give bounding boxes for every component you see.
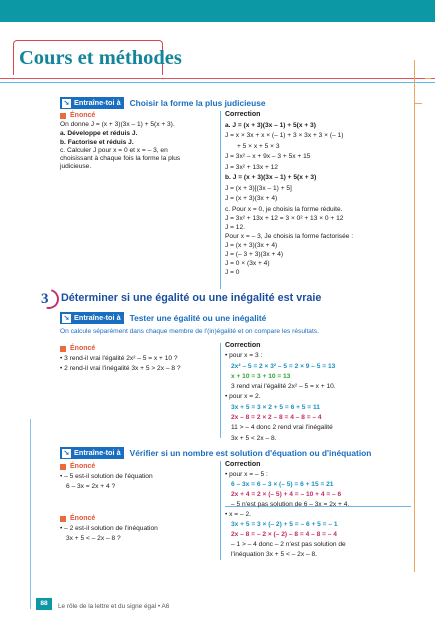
box1-divider bbox=[220, 111, 221, 289]
box2-correction-title: Correction bbox=[225, 342, 261, 349]
box1-enonce-line: choisissant à chaque fois la forme la plus bbox=[60, 155, 181, 162]
box1-label-badge bbox=[60, 97, 124, 109]
page-gutter-line bbox=[30, 419, 31, 609]
box2-correction-line: 3x + 5 < 2x – 8. bbox=[231, 434, 277, 442]
box1-header bbox=[60, 97, 266, 109]
box1-correction-line: Pour x = – 3, Je choisis la forme factorisée : bbox=[225, 232, 354, 240]
box1-correction-line: J = (– 3 + 3)(3x + 4) bbox=[225, 250, 284, 258]
footer-text: Le rôle de la lettre et du signe égal • A6 bbox=[58, 603, 170, 610]
box3-label: Entraîne-toi à bbox=[74, 448, 121, 457]
box3-enonce1-title: Énoncé bbox=[70, 463, 96, 470]
box2-header bbox=[60, 312, 266, 324]
box2-title: Tester une égalité ou une inégalité bbox=[129, 313, 267, 323]
page-number: 88 bbox=[36, 598, 52, 610]
box2-enonce-title: Énoncé bbox=[70, 345, 96, 352]
box1-correction-line: J = 12. bbox=[225, 223, 245, 231]
box3-divider bbox=[220, 461, 221, 560]
square-bullet-icon bbox=[60, 516, 66, 522]
box2-correction-line: 3x + 5 = 3 × 2 + 5 = 6 + 5 = 11 bbox=[231, 403, 320, 411]
box2-correction-line: 2x – 8 = 2 × 2 – 8 = 4 – 8 = – 4 bbox=[231, 414, 322, 422]
section-number: 3 bbox=[41, 291, 49, 307]
box1-correction-title: Correction bbox=[225, 111, 261, 118]
box3-correction-line: – 5 n'est pas solution de 6 – 3x = 2x + 4. bbox=[231, 501, 350, 508]
box3-enonce1-heading bbox=[60, 462, 220, 472]
box1-correction-line: J = 3x² + 13x + 12 bbox=[225, 163, 278, 171]
box1-correction-line: c. Pour x = 0, je choisis la forme réduite. bbox=[225, 205, 343, 213]
box1-correction-line: + 5 × x + 5 × 3 bbox=[237, 142, 280, 150]
box1-enonce-line: b. Factorise et réduis J. bbox=[60, 139, 134, 146]
section-number-arc bbox=[35, 285, 62, 312]
margin-tick-top bbox=[425, 78, 431, 79]
box1-correction-line: J = x × 3x + x × (– 1) + 3 × 3x + 3 × (– 1) bbox=[225, 132, 344, 140]
margin-tick bbox=[414, 103, 422, 104]
box3-correction-line: 2x + 4 = 2 × (– 5) + 4 = – 10 + 4 = – 6 bbox=[231, 491, 342, 498]
box3-enonce1 bbox=[60, 462, 220, 492]
box3-enonce2-title: Énoncé bbox=[70, 515, 96, 522]
header-band bbox=[0, 0, 435, 22]
box3-correction-line: 2x – 8 = – 2 × (– 2) – 8 = 4 – 8 = – 4 bbox=[231, 531, 337, 538]
box2-correction-line: 2x² – 5 = 2 × 3² – 5 = 2 × 9 – 5 = 13 bbox=[231, 362, 336, 370]
box2-label: Entraîne-toi à bbox=[74, 313, 121, 322]
box1-correction-line: b. J = (x + 3)(3x – 1) + 5(x + 3) bbox=[225, 174, 317, 182]
box1-enonce-title: Énoncé bbox=[70, 112, 96, 119]
box3-correction-title: Correction bbox=[225, 461, 261, 468]
box1-correction-line: J = (x + 3)[(3x – 1) + 5] bbox=[225, 184, 292, 192]
box3-title: Vérifier si un nombre est solution d'équation ou d'inéquation bbox=[129, 448, 372, 458]
box2-correction-line: • pour x = 2. bbox=[225, 393, 261, 401]
box1-label: Entraîne-toi à bbox=[74, 98, 121, 107]
header-rule-blue bbox=[0, 82, 435, 83]
box1-enonce bbox=[60, 111, 220, 171]
arrow-icon: ➘ bbox=[63, 99, 70, 107]
box2-label-badge bbox=[60, 312, 124, 324]
header-rule-red bbox=[0, 78, 435, 79]
box3-correction-line: • x = – 2. bbox=[225, 511, 251, 518]
box3-correction-line: 3x + 5 = 3 × (– 2) + 5 = – 6 + 5 = – 1 bbox=[231, 521, 338, 528]
box2-correction-line: 3 rend vrai l'égalité 2x² – 5 = x + 10. bbox=[231, 383, 336, 391]
box3-enonce-line: 3x + 5 < – 2x – 8 ? bbox=[66, 535, 121, 542]
box2-intro: On calcule séparément dans chaque membre de l'(in)égalité et on compare les résultats. bbox=[60, 328, 319, 335]
box3-correction-line: – 1 > – 4 donc – 2 n'est pas solution de bbox=[231, 541, 346, 548]
box1-correction bbox=[225, 110, 413, 277]
box2-enonce-line: • 3 rend-il vrai l'égalité 2x² – 5 = x + 10 ? bbox=[60, 355, 178, 362]
square-bullet-icon bbox=[60, 464, 66, 470]
box3-header bbox=[60, 447, 371, 459]
box1-correction-line: J = 0 bbox=[225, 268, 240, 276]
box3-correction1 bbox=[225, 460, 413, 510]
box1-correction-line: J = 0 × (3x + 4) bbox=[225, 259, 270, 267]
box3-correction-line: l'inéquation 3x + 5 < – 2x – 8. bbox=[231, 551, 317, 558]
box3-enonce-line: • – 2 est-il solution de l'inéquation bbox=[60, 525, 158, 532]
box1-enonce-line: judicieuse. bbox=[60, 163, 92, 170]
box3-correction-line: • pour x = – 5 : bbox=[225, 471, 268, 478]
box3-correction2 bbox=[225, 510, 413, 560]
page-title: Cours et méthodes bbox=[19, 47, 182, 69]
box3-label-badge bbox=[60, 447, 124, 459]
margin-line bbox=[414, 60, 415, 572]
box1-enonce-heading bbox=[60, 111, 220, 120]
box2-enonce-heading bbox=[60, 344, 220, 354]
box2-correction bbox=[225, 341, 413, 444]
box1-enonce-line: On donne J = (x + 3)(3x – 1) + 5(x + 3). bbox=[60, 121, 175, 128]
box1-enonce-line: a. Développe et réduis J. bbox=[60, 130, 138, 137]
box3-enonce-line: 6 – 3x = 2x + 4 ? bbox=[66, 483, 116, 490]
square-bullet-icon bbox=[60, 346, 66, 352]
box1-correction-line: a. J = (x + 3)(3x – 1) + 5(x + 3) bbox=[225, 121, 316, 129]
square-bullet-icon bbox=[60, 113, 66, 119]
arrow-icon: ➘ bbox=[63, 314, 70, 322]
box2-enonce-line: • 2 rend-il vrai l'inégalité 3x + 5 > 2x – 8 ? bbox=[60, 365, 181, 372]
section-title: Déterminer si une égalité ou une inégalité est vraie bbox=[61, 292, 322, 304]
box1-correction-line: J = 3x² + 13x + 12 = 3 × 0² + 13 × 0 + 12 bbox=[225, 214, 344, 222]
box3-enonce-line: • – 5 est-il solution de l'équation bbox=[60, 473, 153, 480]
box3-enonce2-heading bbox=[60, 514, 220, 524]
box2-correction-line: 11 > – 4 donc 2 rend vrai l'inégalité bbox=[231, 424, 333, 432]
box2-enonce bbox=[60, 344, 220, 374]
box2-correction-line: • pour x = 3 : bbox=[225, 352, 263, 360]
box3-enonce2 bbox=[60, 514, 220, 544]
box3-correction-line: 6 – 3x = 6 – 3 × (– 5) = 6 + 15 = 21 bbox=[231, 481, 334, 488]
arrow-icon: ➘ bbox=[63, 449, 70, 457]
box1-enonce-line: c. Calculer J pour x = 0 et x = – 3, en bbox=[60, 147, 168, 154]
box1-correction-line: J = 3x² – x + 9x – 3 + 5x + 15 bbox=[225, 153, 311, 161]
box2-divider bbox=[220, 343, 221, 438]
box1-correction-line: J = (x + 3)(3x + 4) bbox=[225, 241, 278, 249]
box1-correction-line: J = (x + 3)(3x + 4) bbox=[225, 195, 278, 203]
box2-correction-line: x + 10 = 3 + 10 = 13 bbox=[231, 372, 291, 380]
box1-title: Choisir la forme la plus judicieuse bbox=[129, 98, 266, 108]
